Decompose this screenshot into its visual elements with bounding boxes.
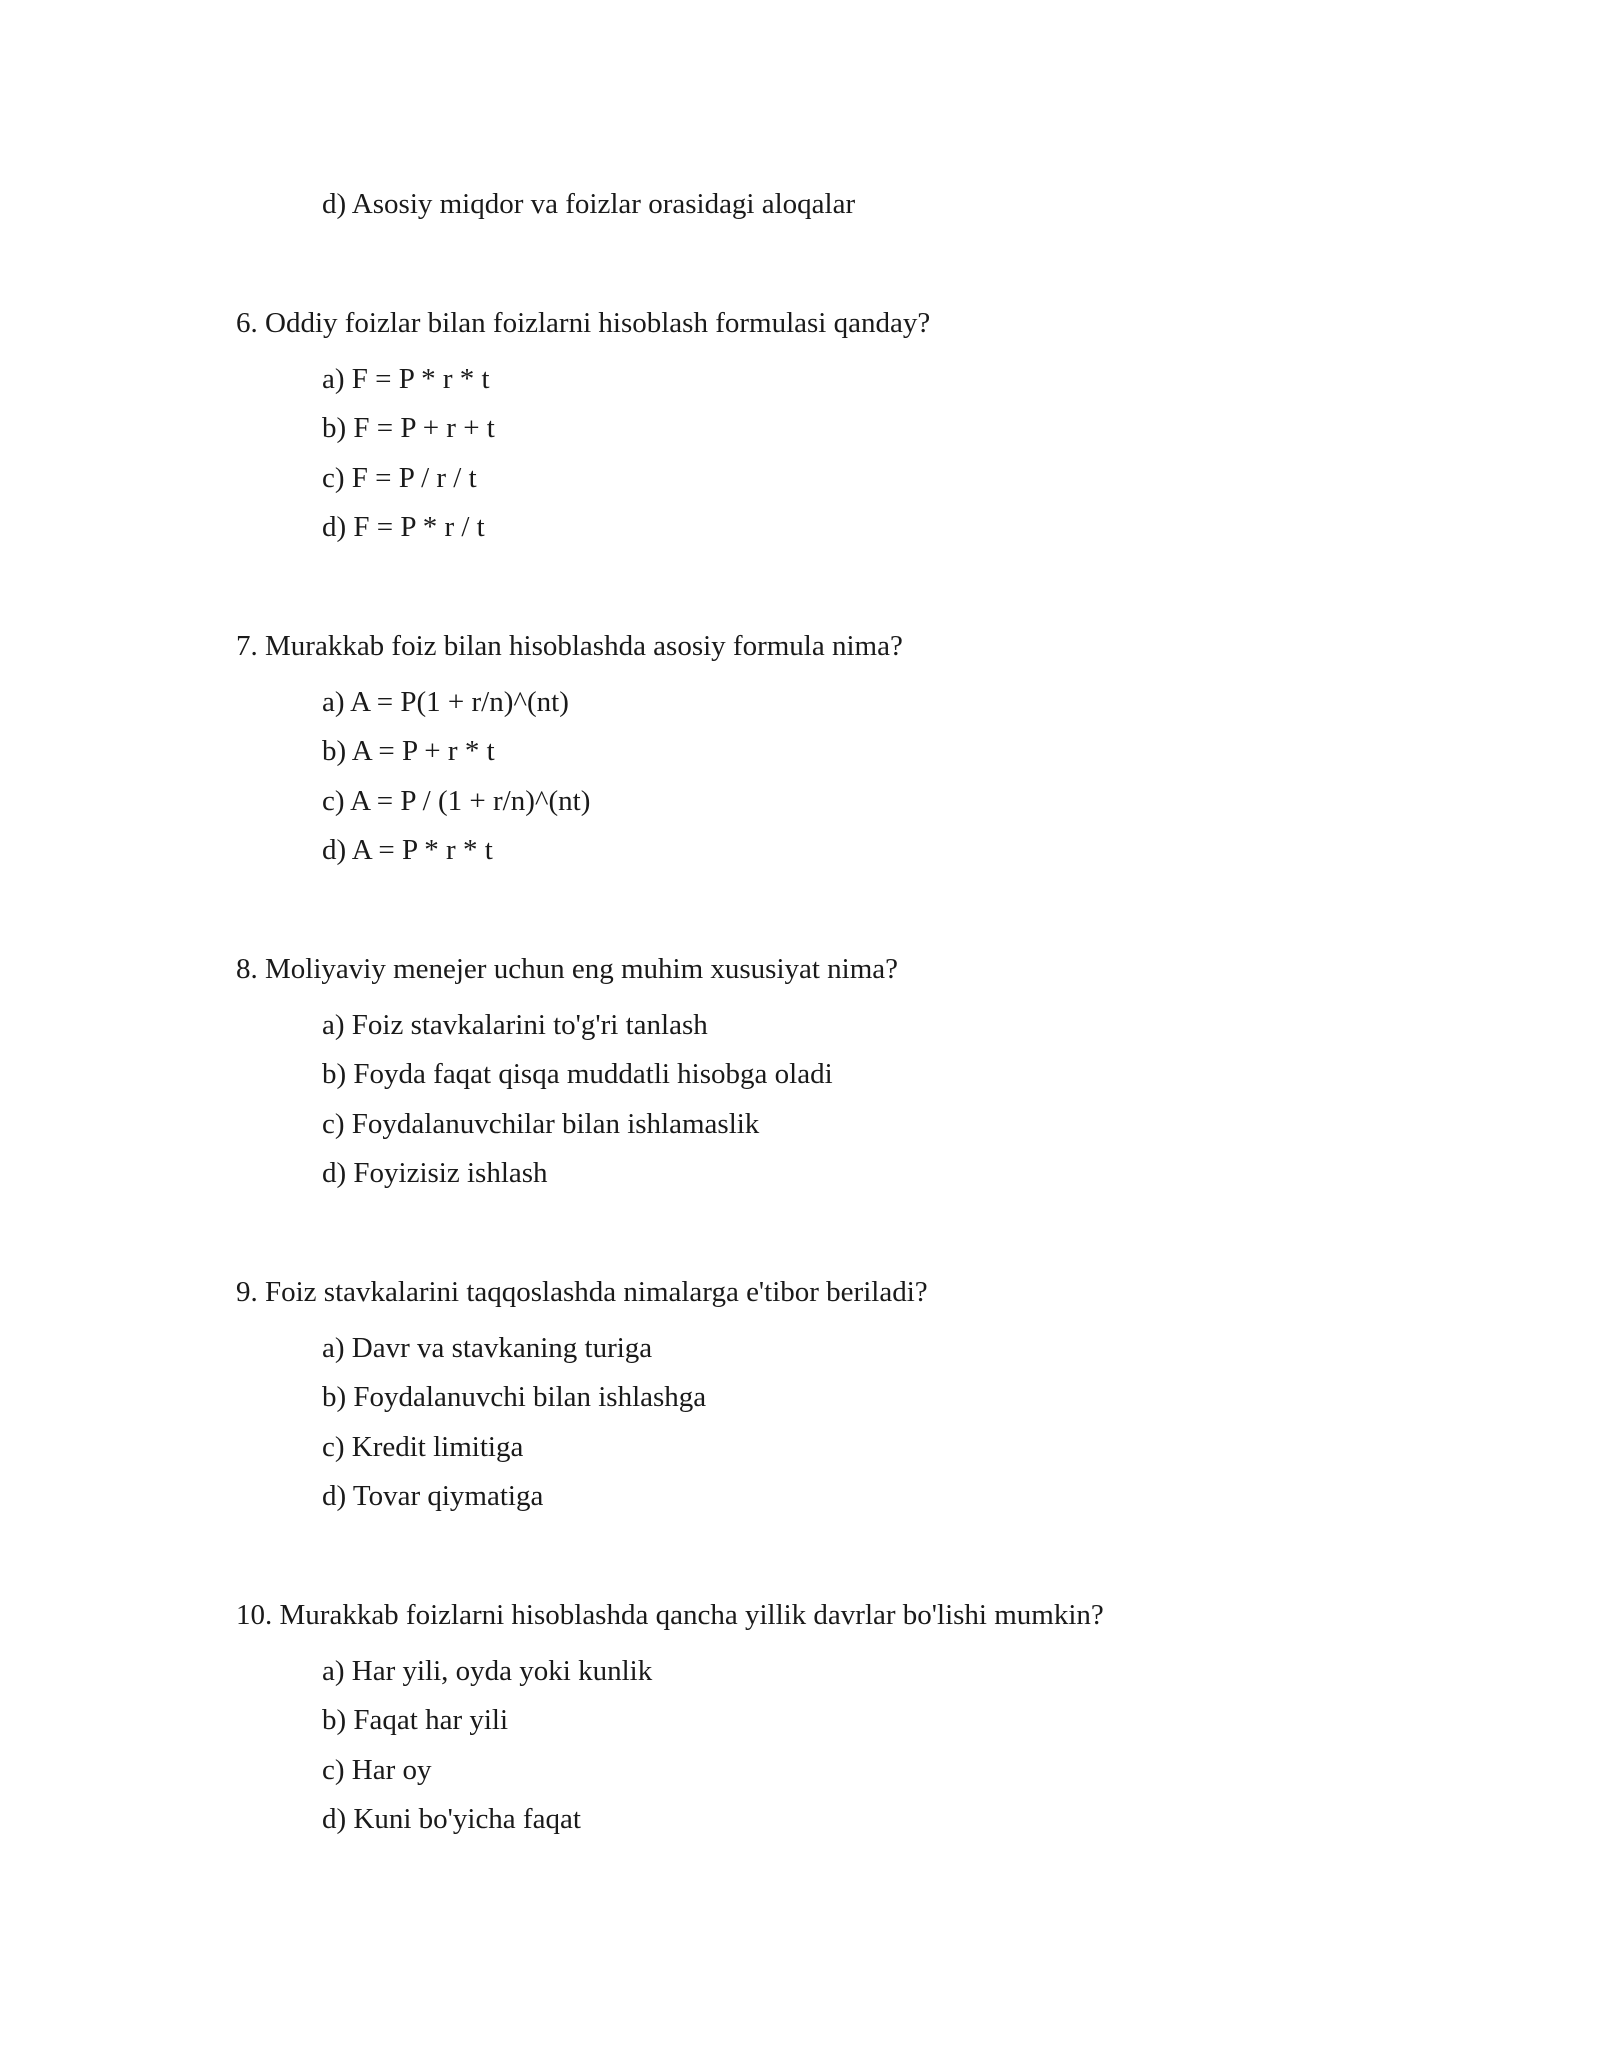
option-a: a) Har yili, oyda yoki kunlik [322, 1655, 653, 1687]
question-6 [236, 305, 1436, 558]
option-a: a) Davr va stavkaning turiga [322, 1332, 653, 1364]
option-a: a) F = P * r * t [322, 363, 490, 395]
option-c: c) F = P / r / t [322, 461, 477, 494]
option-b: b) F = P + r + t [322, 412, 495, 445]
option-b: b) A = P + r * t [322, 735, 495, 768]
option-d: d) Foyizisiz ishlash [322, 1156, 548, 1189]
option-list [322, 1007, 1436, 1204]
question-text: 6. Oddiy foizlar bilan foizlarni hisoblash formulasi qanday? [236, 307, 931, 339]
question-10 [236, 1597, 1436, 1850]
option-b: b) Foyda faqat qisqa muddatli hisobga oladi [322, 1058, 833, 1091]
question-7 [236, 628, 1436, 881]
question-8 [236, 951, 1436, 1204]
option-list [322, 361, 1436, 558]
question-text: 8. Moliyaviy menejer uchun eng muhim xususiyat nima? [236, 953, 899, 985]
option-b: b) Foydalanuvchi bilan ishlashga [322, 1381, 707, 1414]
option-a: a) Foiz stavkalarini to'g'ri tanlash [322, 1009, 708, 1041]
question-text: 7. Murakkab foiz bilan hisoblashda asosiy formula nima? [236, 630, 903, 662]
option-c: c) Har oy [322, 1753, 432, 1786]
option-d: d) Kuni bo'yicha faqat [322, 1802, 581, 1835]
option-c: c) Foydalanuvchilar bilan ishlamaslik [322, 1107, 760, 1140]
option-d: d) F = P * r / t [322, 510, 485, 543]
question-text: 9. Foiz stavkalarini taqqoslashda nimalarga e'tibor beriladi? [236, 1276, 928, 1308]
question-text: 10. Murakkab foizlarni hisoblashda qancha yillik davrlar bo'lishi mumkin? [236, 1599, 1104, 1631]
option-d: d) A = P * r * t [322, 833, 493, 866]
option-list [322, 1653, 1436, 1850]
option-c: c) Kredit limitiga [322, 1430, 524, 1463]
option-d-previous-question: d) Asosiy miqdor va foizlar orasidagi aloqalar [322, 188, 856, 220]
option-list [322, 1330, 1436, 1527]
option-b: b) Faqat har yili [322, 1704, 509, 1737]
option-a: a) A = P(1 + r/n)^(nt) [322, 686, 569, 718]
option-d: d) Tovar qiymatiga [322, 1479, 544, 1512]
option-list [322, 684, 1436, 881]
question-9 [236, 1274, 1436, 1527]
option-c: c) A = P / (1 + r/n)^(nt) [322, 784, 591, 817]
